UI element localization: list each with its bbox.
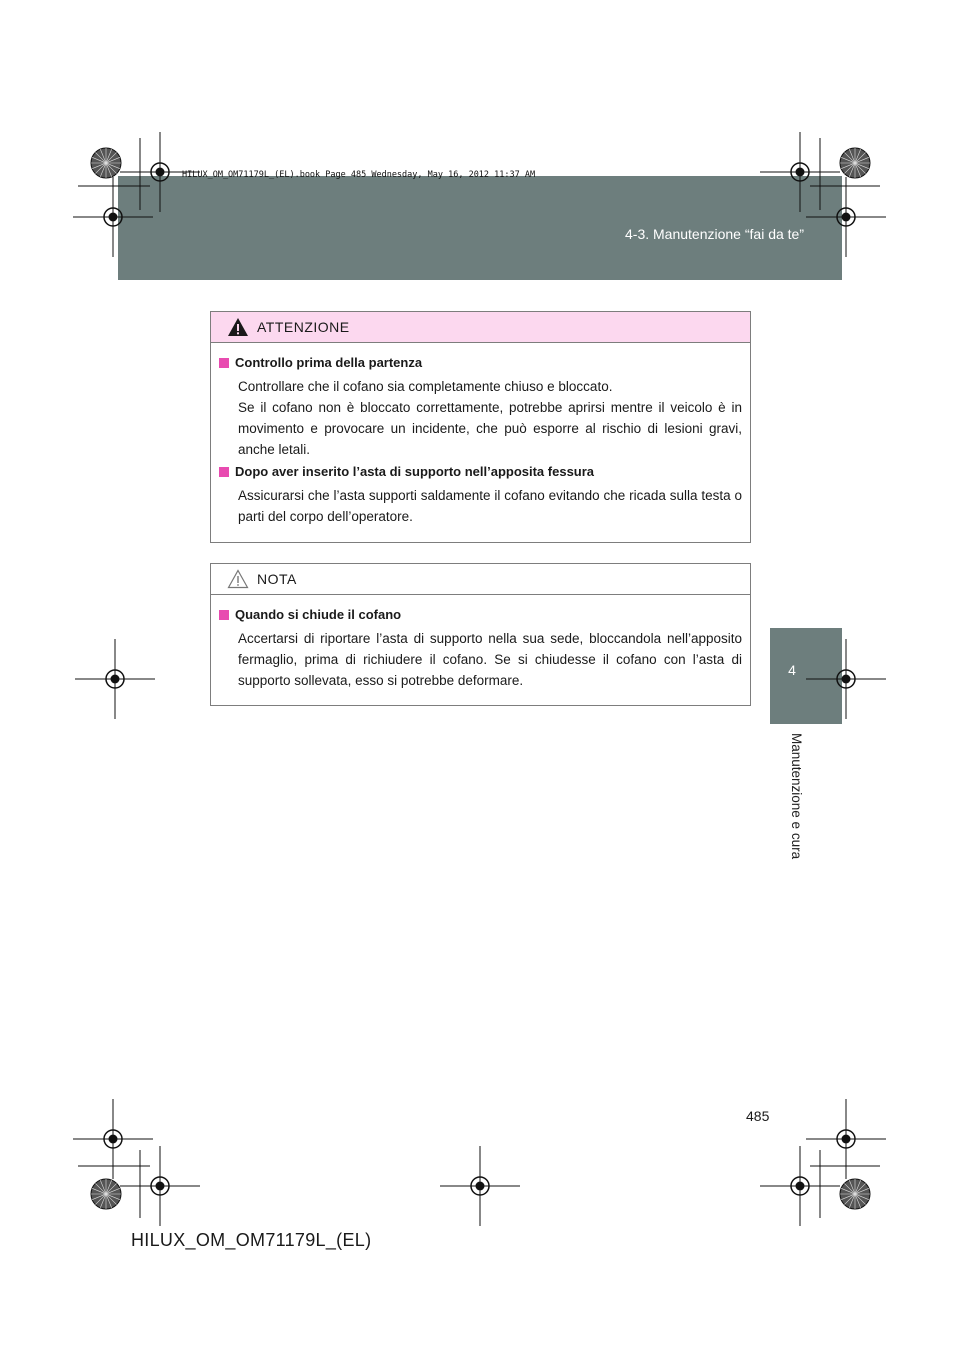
- footer-code: HILUX_OM_OM71179L_(EL): [131, 1230, 372, 1250]
- page-number: 485: [746, 1108, 770, 1124]
- section-title: 4-3. Manutenzione “fai da te”: [625, 226, 804, 242]
- file-stamp: HILUX_OM_OM71179L_(EL).book Page 485 Wednesday, May 16, 2012 11:37 AM: [182, 170, 536, 180]
- warning-item-line: Se il cofano non è bloccato correttamente, potrebbe aprirsi mentre il veicolo è in movimento e provocare un incidente, che può esporre al rischio di lesioni gravi, anche letali.: [238, 400, 742, 457]
- note-item-heading-text: Quando si chiude il cofano: [235, 607, 402, 622]
- warning-item-heading-text: Dopo aver inserito l’asta di supporto nell’apposita fessura: [235, 464, 595, 479]
- warning-item-heading-text: Controllo prima della partenza: [235, 355, 423, 370]
- note-box-title: NOTA: [257, 571, 297, 587]
- note-item-line: Accertarsi di riportare l’asta di supporto nella sua sede, bloccandola nell’apposito fermaglio, prima di richiudere il cofano. Se si chiudesse il cofano con l’asta di supporto sollevata, esso si potrebbe deformare.: [238, 631, 742, 688]
- warning-item-line: Controllare che il cofano sia completamente chiuso e bloccato.: [238, 379, 613, 394]
- warning-box-title: ATTENZIONE: [257, 319, 350, 335]
- chapter-label-text: Manutenzione e cura: [789, 733, 804, 860]
- warning-item-line: Assicurarsi che l’asta supporti saldamente il cofano evitando che ricada sulla testa o parti del corpo dell’operatore.: [238, 488, 742, 524]
- chapter-number: 4: [788, 662, 796, 678]
